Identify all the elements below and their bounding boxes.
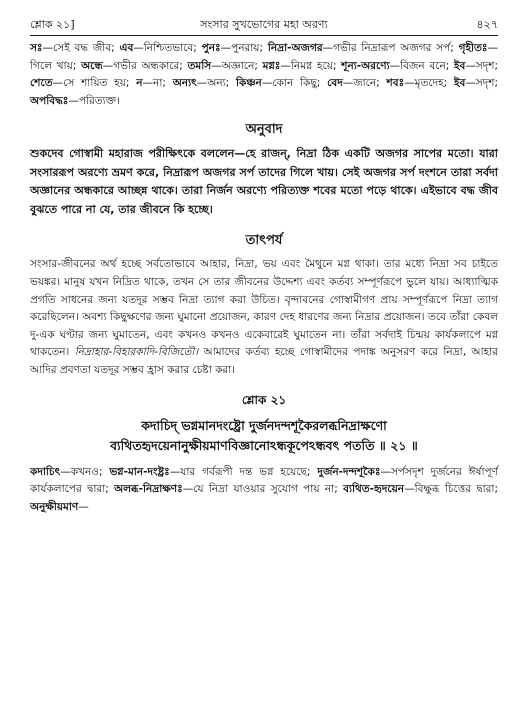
synonym-meaning: গভীর অন্ধকারে; (113, 59, 183, 72)
synonym-term: ন (136, 77, 143, 90)
synonym-term: এব (119, 42, 134, 54)
synonym-meaning: পরিত্যক্ত। (78, 94, 120, 107)
synonym-meaning: অন্য; (207, 77, 230, 90)
synonyms-bottom: কদাচিৎ—কখনও; ভগ্ন-মান-দংষ্ট্রঃ—যার গর্বরূপী দন্ত ভগ্ন হয়েছে; দুর্জন-দন্দশূকৈঃ—সর্পসদৃশ দুর্জনের ঈর্ষাপূর্ণ কার্যকলাপের দ্বারা; অলব্ধ-নিদ্রাক্ষণঃ—যে নিদ্রা যাওয়ার সুযোগ পায় না; ব্যথিত-হৃদয়েন—বিক্ষুব্ধ চিত্তের দ্বারা; অনুক্ষীয়মাণ— (30, 465, 498, 513)
synonym-meaning: জানে; (353, 77, 380, 90)
purport-heading: তাৎপর্য (245, 233, 283, 249)
synonym-meaning: যার গর্বরূপী দন্ত ভগ্ন হয়েছে; (180, 465, 311, 478)
synonym-term: শূন্য-অরণ্যে (341, 59, 390, 72)
synonym-meaning: সে শায়িত হয়; (63, 77, 130, 90)
synonym-term: অলব্ধ-নিদ্রাক্ষণঃ (114, 483, 183, 496)
synonym-term: গৃহীতঃ (458, 42, 488, 54)
synonym-meaning: সদৃশ; (475, 77, 498, 90)
synonym-term: দুর্জন-দন্দশূকৈঃ (317, 465, 381, 478)
purport-text (30, 256, 498, 379)
purport-part2: আমাদের কর্তব্য হচ্ছে গোস্বামীদের পদাঙ্ক অনুসরণ করে নিদ্রা, আহার আদির প্রবণতা যতদূর সম্ভব হ্রাস করার চেষ্টা করা। (30, 346, 499, 376)
synonym-term: অনুক্ষীয়মাণ (30, 500, 79, 513)
page-header (30, 14, 498, 34)
synonym-meaning: না; (153, 77, 166, 90)
synonym-term: ইব (454, 59, 466, 72)
translation-heading: অনুবাদ (245, 122, 283, 138)
synonym-meaning: অজ্ঞানে; (221, 59, 258, 72)
synonym-term: নিদ্রা-অজগর (267, 42, 323, 54)
synonym-meaning: বিজন বনে; (400, 59, 450, 72)
synonym-meaning: পুনরায়; (231, 42, 264, 54)
verse-title: শ্লোক ২১ (241, 392, 287, 407)
synonym-term: শবঃ (386, 77, 405, 90)
header-page-number: ৪২৭ (476, 18, 498, 31)
synonym-meaning: মৃতদেহ; (414, 77, 448, 90)
synonym-term: ব্যথিত-হৃদয়েন (343, 483, 405, 496)
synonym-meaning: নিশ্চিতভাবে; (143, 42, 197, 54)
synonym-meaning: কখনও; (70, 465, 103, 478)
header-verse-ref: শ্লোক ২১] (30, 18, 75, 31)
purport-part1: সংসার-জীবনের অর্থ হচ্ছে সর্বতোভাবে আহার, নিদ্রা, ভয় এবং মৈথুনে মগ্ন থাকা। তার মধ্যে নিদ্রা সব চাইতে ভয়ঙ্কর। মানুষ যখন নিদ্রিত থাকে, তখন সে তার জীবনের উদ্দেশ্য এবং কর্তব্য সম্পূর্ণরূপে ভুলে যায়। আধ্যাত্মিক প্রগতি সাধনের জন্য যতদূর সম্ভব নিদ্রা ত্যাগ করা উচিত। বৃন্দাবনের গোস্বামীগণ প্রায় সম্পূর্ণরূপে নিদ্রা ত্যাগ করেছিলেন। অবশ্য কিছুক্ষণের জন্য ঘুমানো প্রয়োজন, কারণ দেহ ধারণের জন্য নিদ্রার প্রয়োজন। তবে তাঁরা কেবল দু-এক ঘণ্টার জন্য ঘুমাতেন, এবং কখনও কখনও একেবারেই ঘুমাতেন না। তাঁরা সর্বদাই চিন্ময় কার্যকলাপে মগ্ন থাকতেন। (30, 258, 498, 359)
document-page (30, 14, 498, 516)
synonym-term: তমসি (187, 59, 212, 72)
synonym-term: অন্যৎ (172, 77, 197, 90)
synonym-term: মগ্নঃ (262, 59, 281, 72)
synonym-term: অন্ধে (81, 59, 103, 72)
synonym-meaning: নিমগ্ন হয়ে; (290, 59, 337, 72)
verse-text: কদাচিদ্ ভগ্নমানদংষ্ট্রো দুর্জনদন্দশূকৈরলব্ধনিদ্রাক্ষণো ব্যথিতহৃদয়েনানুক্ষীয়মাণবিজ্ঞানোঽন্ধকূপেঽন্ধবৎ পততি ॥ ২১ ॥ (110, 417, 418, 453)
synonym-meaning: সর্পসদৃশ দুর্জনের ঈর্ষাপূর্ণ কার্যকলাপের দ্বারা; (30, 465, 498, 496)
synonym-term: ইব (453, 77, 466, 90)
synonym-term: অপবিদ্ধঃ (30, 94, 69, 107)
synonym-meaning: সদৃশ; (475, 59, 499, 72)
synonyms-top: সঃ—সেই বদ্ধ জীব; এব—নিশ্চিতভাবে; পুনঃ—পুনরায়; নিদ্রা-অজগর—গভীর নিদ্রারূপ অজগর সর্প; গৃহীতঃ—গিলে খায়; অন্ধে—গভীর অন্ধকারে; তমসি—অজ্ঞানে; মগ্নঃ—নিমগ্ন হয়ে; শূন্য-অরণ্যে—বিজন বনে; ইব—সদৃশ; শেতে—সে শায়িত হয়; ন—না; অন্যৎ—অন্য; কিঞ্চন—কোন কিছু; বেদ—জানে; শবঃ—মৃতদেহ; ইব—সদৃশ; অপবিদ্ধঃ—পরিত্যক্ত। (30, 42, 499, 107)
synonym-meaning: যে নিদ্রা যাওয়ার সুযোগ পায় না; (193, 483, 338, 496)
synonym-term: পুনঃ (201, 42, 221, 54)
header-title: সংসার সুখভোগের মহা অরণ্য (200, 18, 328, 31)
synonym-term: শেতে (30, 77, 53, 90)
synonym-meaning: গিলে খায়; (30, 59, 77, 72)
synonym-meaning: বিক্ষুব্ধ চিত্তের দ্বারা; (414, 483, 498, 496)
translation-text: শুকদেব গোস্বামী মহারাজ পরীক্ষিৎকে বললেন—হে রাজন্‌, নিদ্রা ঠিক একটি অজগর সাপের মতো। যারা সংসাররূপ অরণ্যে ভ্রমণ করে, নিদ্রারূপ অজগর সর্প তাদের গিলে খায়। সেই অজগর সর্প দংশনে তারা সর্বদা অজ্ঞানের অন্ধকারে আচ্ছন্ন থাকে। তারা নির্জন অরণ্যে পরিত্যক্ত শবের মতো পড়ে থাকে। এইভাবে বদ্ধ জীব বুঝতে পারে না যে, তার জীবনে কি হচ্ছে। (30, 147, 498, 216)
purport-quote: নিদ্রাহার-বিহারকাদি-বিজিতৌ। (74, 346, 199, 359)
synonym-term: ভগ্ন-মান-দংষ্ট্রঃ (109, 465, 170, 478)
synonym-term: সঃ (30, 42, 43, 54)
synonym-meaning: গভীর নিদ্রারূপ অজগর সর্প; (333, 42, 454, 54)
synonym-term: কিঞ্চন (236, 77, 262, 90)
header-rule (30, 35, 498, 36)
synonym-meaning: কোন কিছু; (272, 77, 321, 90)
synonym-term: কদাচিৎ (30, 465, 61, 478)
synonym-meaning: সেই বদ্ধ জীব; (53, 42, 115, 54)
synonym-term: বেদ (327, 77, 343, 90)
